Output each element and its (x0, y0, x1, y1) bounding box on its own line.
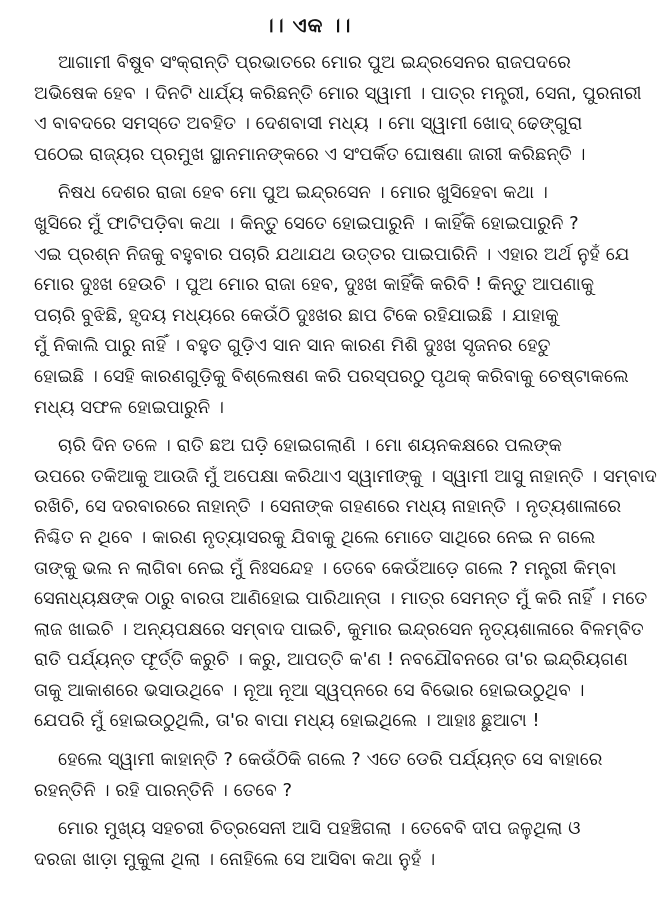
text-line: ମଧ୍ୟ ସଫଳ ହୋଇପାରୁନି । (34, 396, 224, 418)
text-line: ମୋର ମୁଖ୍ୟ ସହଚରୀ ଚିତ୍ରସେନୀ ଆସି ପହଞ୍ଚିଗଲା । ତେବେବି ଦୀପ ଜଳୁଥିଲା ଓ (58, 818, 581, 840)
text-line: ଚାରି ଦିନ ତଳେ । ରାତି ଛଅ ଘଡ଼ି ହୋଇଗଲାଣି । ମୋ ଶୟନକକ୍ଷରେ ପଲଙ୍କ (58, 435, 562, 457)
body-text (34, 48, 657, 875)
text-line: ତାଙ୍କୁ ଭଲ ନ ଲାଗିବା ନେଇ ମୁଁ ନିଃସନ୍ଦେହ । ତେବେ କେଉଁଆଡ଼େ ଗଲେ ? ମନ୍ତ୍ରୀ କିମ୍ବା (34, 557, 617, 579)
text-line: ରଖିଚି, ସେ ଦରବାରରେ ନାହାନ୍ତି । ସେନାଙ୍କ ଗହଣରେ ମଧ୍ୟ ନାହାନ୍ତି । ନୃତ୍ୟଶାଳାରେ (34, 496, 622, 518)
text-line: ମୋର ଦୁଃଖ ହେଉଚି । ପୁଅ ମୋର ରାଜା ହେବ, ଦୁଃଖ କାହିଁକି କରିବି ! କିନ୍ତୁ ଆପଣାକୁ (34, 274, 595, 296)
text-line: ମୁଁ ନିକାଲି ପାରୁ ନାହିଁ । ବହୁତ ଗୁଡ଼ିଏ ସାନ ସାନ କାରଣ ମିଶି ଦୁଃଖ ସୃଜନର ହେତୁ (34, 335, 551, 357)
paragraph (34, 48, 642, 170)
paragraph (34, 745, 603, 806)
text-line: ତାକୁ ଆକାଶରେ ଭସାଉଥିବେ । ନୂଆ ନୂଆ ସ୍ୱପ୍ନରେ ସେ ବିଭୋର ହୋଇଉଠୁଥିବ । (34, 679, 585, 701)
chapter-heading: ।। ଏକ ।। (264, 13, 352, 37)
text-line: ପଠେଇ ରାଜ୍ୟର ପ୍ରମୁଖ ସ୍ଥାନମାନଙ୍କରେ ଏ ସଂପର୍କିତ ଘୋଷଣା ଜାରୀ କରିଛନ୍ତି । (34, 143, 586, 165)
text-line: ରହନ୍ତିନି । ରହି ପାରନ୍ତିନି । ତେବେ ? (34, 779, 292, 801)
text-line: ଏ ବାବଦରେ ସମସ୍ତେ ଅବହିତ । ଦେଶବାସୀ ମଧ୍ୟ । ମୋ ସ୍ୱାମୀ ଖୋଦ୍ ଢେଙ୍ଗୁରା (34, 113, 583, 135)
text-line: ଉପରେ ତକିଆକୁ ଆଉଜି ମୁଁ ଅପେକ୍ଷା କରିଥାଏ ସ୍ୱାମୀଙ୍କୁ । ସ୍ୱାମୀ ଆସୁ ନାହାନ୍ତି । ସମ୍ବାଦ (34, 465, 657, 487)
text-line: ଲାଜ ଖାଇଚି । ଅନ୍ୟପକ୍ଷରେ ସମ୍ବାଦ ପାଇଚି, କୁମାର ଇନ୍ଦ୍ରସେନ ନୃତ୍ୟଶାଳାରେ ବିଳମ୍ବିତ (34, 618, 644, 640)
text-line: ଅଭିଷେକ ହେବ । ଦିନଟି ଧାର୍ଯ୍ୟ କରିଛନ୍ତି ମୋର ସ୍ୱାମୀ । ପାତ୍ର ମନ୍ତ୍ରୀ, ସେନା, ପୁରନାରୀ (34, 82, 642, 104)
paragraph (34, 178, 630, 423)
text-line: ରାତି ପର୍ଯ୍ୟନ୍ତ ଫୂର୍ତ୍ତି କରୁଚି । କରୁ, ଆପତ୍ତି କ'ଣ ! ନବଯୌବନରେ ତା'ର ଇନ୍ଦ୍ରିୟଗଣ (34, 649, 628, 671)
paragraph (34, 431, 657, 737)
text-line: ନିଶ୍ଚିତ ନ ଥିବେ । କାରଣ ନୃତ୍ୟାସରକୁ ଯିବାକୁ ଥିଲେ ମୋତେ ସାଥିରେ ନେଇ ନ ଗଲେ (34, 526, 596, 548)
text-line: ହେଲେ ସ୍ୱାମୀ କାହାନ୍ତି ? କେଉଁଠିକି ଗଲେ ? ଏତେ ଡେରି ପର୍ଯ୍ୟନ୍ତ ସେ ବାହାରେ (58, 749, 603, 771)
text-line: ସେନାଧ୍ୟକ୍ଷଙ୍କ ଠାରୁ ବାରତା ଆଣିହୋଇ ପାରିଥାନ୍ତା । ମାତ୍ର ସେମନ୍ତ ମୁଁ କରି ନାହିଁ । ମତେ (34, 588, 648, 610)
text-line: ଦରଜା ଖାଡ଼ା ମୁକୁଳା ଥିଲା । ନୋହିଲେ ସେ ଆସିବା କଥା ନୁହଁ । (34, 848, 436, 870)
text-line: ପଚାରି ବୁଝିଛି, ହୃଦୟ ମଧ୍ୟରେ କେଉଁଠି ଦୁଃଖର ଛାପ ଟିକେ ରହିଯାଇଛି । ଯାହାକୁ (34, 304, 559, 326)
text-line: ଖୁସିରେ ମୁଁ ଫାଟିପଡ଼ିବା କଥା । କିନ୍ତୁ ସେତେ ହୋଇପାରୁନି । କାହିଁକି ହୋଇପାରୁନି ? (34, 212, 579, 234)
paragraph (34, 814, 582, 875)
text-line: ଏଇ ପ୍ରଶ୍ନ ନିଜକୁ ବହୁବାର ପଚାରି ଯଥାଯଥ ଉତ୍ତର ପାଇପାରିନି । ଏହାର ଅର୍ଥ ନୁହଁ ଯେ (34, 243, 630, 265)
text-line: ଯେପରି ମୁଁ ହୋଇଉଠୁଥିଲି, ତା'ର ବାପା ମଧ୍ୟ ହୋଇଥିଲେ । ଆହାଃ ଛୁଆଟା ! (34, 710, 540, 732)
text-line: ହୋଇଛି । ସେହି କାରଣଗୁଡ଼ିକୁ ବିଶ୍ଲେଷଣ କରି ପରସ୍ପରଠୁ ପୃଥକ୍ କରିବାକୁ ଚେଷ୍ଟାକଲେ (34, 365, 629, 387)
text-line: ନିଷଧ ଦେଶର ରାଜା ହେବ ମୋ ପୁଅ ଇନ୍ଦ୍ରସେନ । ମୋର ଖୁସିହେବା କଥା । (58, 182, 548, 204)
text-line: ଆଗାମୀ ବିଷୁବ ସଂକ୍ରାନ୍ତି ପ୍ରଭାତରେ ମୋର ପୁଅ ଇନ୍ଦ୍ରସେନର ରାଜପଦରେ (58, 52, 571, 73)
